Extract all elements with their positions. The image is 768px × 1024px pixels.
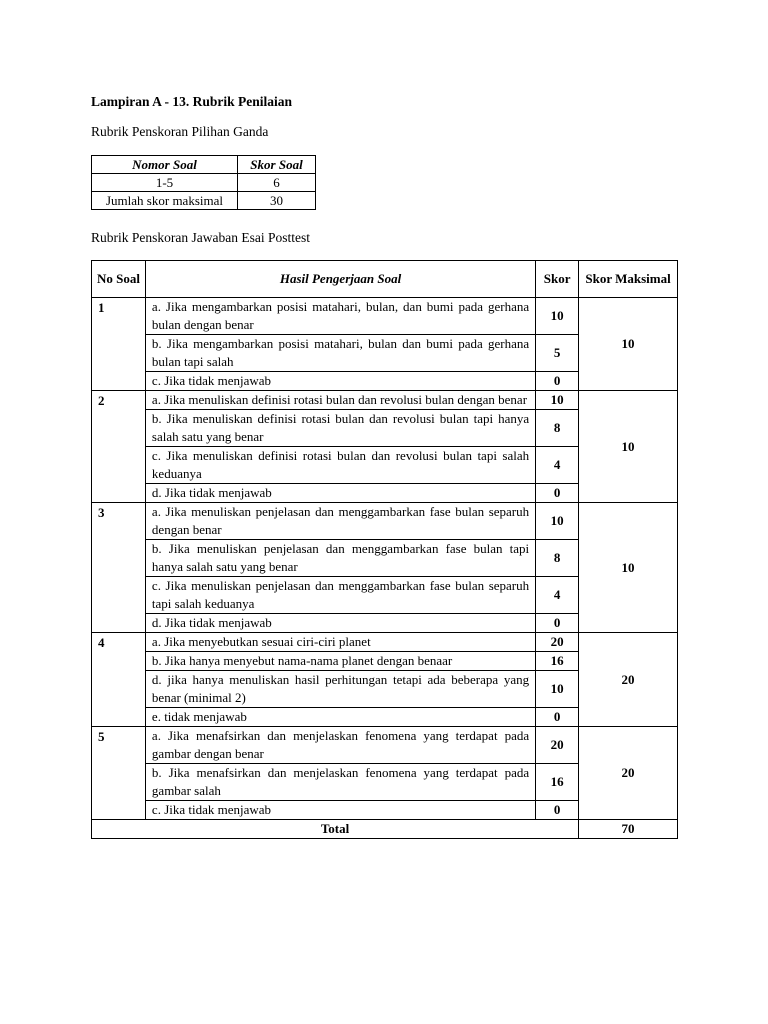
table-row bbox=[92, 503, 678, 540]
table-row bbox=[92, 633, 678, 652]
criteria-text: e. tidak menjawab bbox=[145, 708, 535, 727]
column-header: Nomor Soal bbox=[92, 156, 238, 174]
criteria-text: b. Jika menuliskan penjelasan dan menggambarkan fase bulan tapi hanya salah satu yang benar bbox=[145, 540, 535, 577]
table-row bbox=[92, 174, 316, 192]
criteria-text: c. Jika menuliskan definisi rotasi bulan dan revolusi bulan tapi salah keduanya bbox=[145, 447, 535, 484]
criteria-text: d. Jika tidak menjawab bbox=[145, 484, 535, 503]
criteria-score: 8 bbox=[536, 540, 579, 577]
table-header-row bbox=[92, 261, 678, 298]
criteria-score: 20 bbox=[536, 633, 579, 652]
criteria-score: 0 bbox=[536, 372, 579, 391]
table-cell: Jumlah skor maksimal bbox=[92, 192, 238, 210]
criteria-text: a. Jika mengambarkan posisi matahari, bulan, dan bumi pada gerhana bulan dengan benar bbox=[145, 298, 535, 335]
table-cell: 6 bbox=[238, 174, 316, 192]
criteria-score: 4 bbox=[536, 447, 579, 484]
max-score: 10 bbox=[579, 391, 678, 503]
table-row bbox=[92, 727, 678, 764]
criteria-score: 16 bbox=[536, 652, 579, 671]
pg-rubric-title: Rubrik Penskoran Pilihan Ganda bbox=[91, 124, 269, 139]
criteria-score: 10 bbox=[536, 391, 579, 410]
criteria-text: b. Jika mengambarkan posisi matahari, bulan dan bumi pada gerhana bulan tapi salah bbox=[145, 335, 535, 372]
criteria-score: 10 bbox=[536, 503, 579, 540]
multiple-choice-rubric-table bbox=[91, 155, 316, 210]
criteria-score: 10 bbox=[536, 298, 579, 335]
question-number: 2 bbox=[92, 391, 146, 503]
column-header: Skor Soal bbox=[238, 156, 316, 174]
criteria-score: 20 bbox=[536, 727, 579, 764]
criteria-score: 0 bbox=[536, 801, 579, 820]
criteria-text: a. Jika menafsirkan dan menjelaskan fenomena yang terdapat pada gambar dengan benar bbox=[145, 727, 535, 764]
question-number: 1 bbox=[92, 298, 146, 391]
table-row bbox=[92, 391, 678, 410]
criteria-text: d. jika hanya menuliskan hasil perhitungan tetapi ada beberapa yang benar (minimal 2) bbox=[145, 671, 535, 708]
column-header-hasil: Hasil Pengerjaan Soal bbox=[145, 261, 535, 298]
max-score: 10 bbox=[579, 298, 678, 391]
criteria-text: d. Jika tidak menjawab bbox=[145, 614, 535, 633]
essay-rubric-title: Rubrik Penskoran Jawaban Esai Posttest bbox=[91, 230, 310, 245]
criteria-text: c. Jika tidak menjawab bbox=[145, 372, 535, 391]
column-header-maks: Skor Maksimal bbox=[579, 261, 678, 298]
table-row bbox=[92, 298, 678, 335]
criteria-score: 5 bbox=[536, 335, 579, 372]
criteria-text: b. Jika menuliskan definisi rotasi bulan dan revolusi bulan tapi hanya salah satu yang benar bbox=[145, 410, 535, 447]
criteria-score: 0 bbox=[536, 708, 579, 727]
total-label: Total bbox=[92, 820, 579, 839]
criteria-text: c. Jika menuliskan penjelasan dan menggambarkan fase bulan separuh tapi salah keduanya bbox=[145, 577, 535, 614]
essay-rubric-table bbox=[91, 260, 678, 839]
criteria-score: 4 bbox=[536, 577, 579, 614]
table-row bbox=[92, 192, 316, 210]
criteria-text: c. Jika tidak menjawab bbox=[145, 801, 535, 820]
column-header-no: No Soal bbox=[92, 261, 146, 298]
table-cell: 1-5 bbox=[92, 174, 238, 192]
question-number: 3 bbox=[92, 503, 146, 633]
total-value: 70 bbox=[579, 820, 678, 839]
max-score: 20 bbox=[579, 633, 678, 727]
column-header-skor: Skor bbox=[536, 261, 579, 298]
criteria-text: a. Jika menuliskan penjelasan dan menggambarkan fase bulan separuh dengan benar bbox=[145, 503, 535, 540]
criteria-text: a. Jika menyebutkan sesuai ciri-ciri planet bbox=[145, 633, 535, 652]
page-heading: Lampiran A - 13. Rubrik Penilaian bbox=[91, 94, 293, 109]
criteria-score: 16 bbox=[536, 764, 579, 801]
max-score: 20 bbox=[579, 727, 678, 820]
table-header-row bbox=[92, 156, 316, 174]
criteria-score: 0 bbox=[536, 484, 579, 503]
criteria-text: a. Jika menuliskan definisi rotasi bulan dan revolusi bulan dengan benar bbox=[145, 391, 535, 410]
question-number: 4 bbox=[92, 633, 146, 727]
criteria-score: 0 bbox=[536, 614, 579, 633]
criteria-text: b. Jika hanya menyebut nama-nama planet dengan benaar bbox=[145, 652, 535, 671]
criteria-score: 10 bbox=[536, 671, 579, 708]
table-cell: 30 bbox=[238, 192, 316, 210]
criteria-text: b. Jika menafsirkan dan menjelaskan fenomena yang terdapat pada gambar salah bbox=[145, 764, 535, 801]
total-row bbox=[92, 820, 678, 839]
max-score: 10 bbox=[579, 503, 678, 633]
criteria-score: 8 bbox=[536, 410, 579, 447]
question-number: 5 bbox=[92, 727, 146, 820]
